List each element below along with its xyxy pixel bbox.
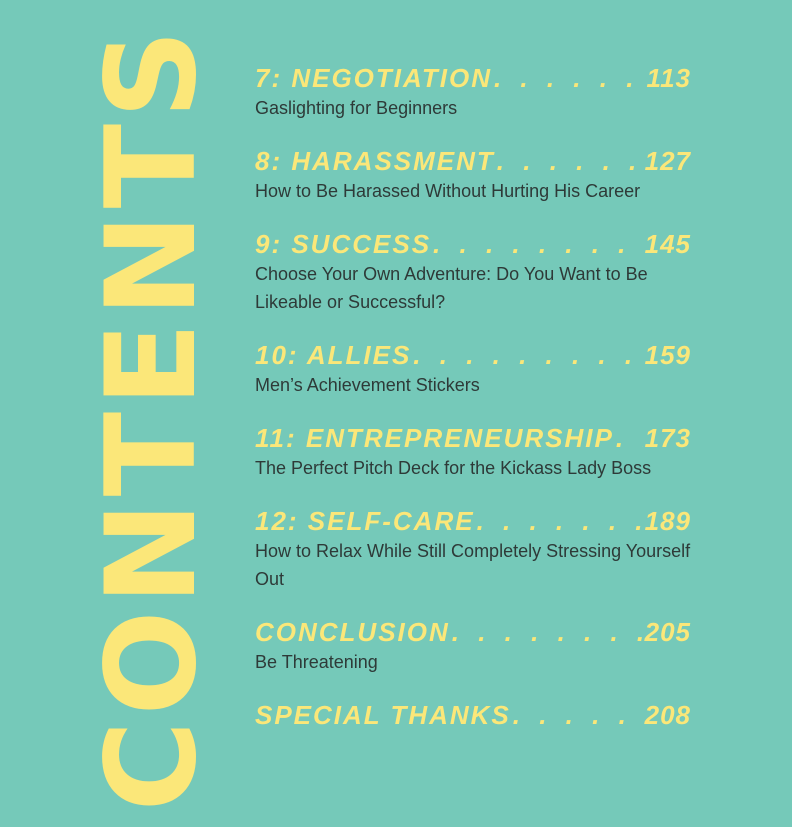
contents-title: CONTENTS bbox=[80, 24, 224, 812]
toc-heading-row bbox=[255, 423, 691, 453]
toc-heading-row bbox=[255, 506, 691, 536]
toc-entry-success bbox=[255, 229, 691, 316]
chapter-title: SPECIAL THANKS bbox=[255, 700, 511, 730]
chapter-title: 9: SUCCESS bbox=[255, 229, 432, 259]
chapter-subtitle: Choose Your Own Adventure: Do You Want to Be Likeable or Successful? bbox=[255, 264, 648, 312]
dot-leader bbox=[477, 506, 643, 536]
chapter-subtitle: How to Relax While Still Completely Stressing Yourself Out bbox=[255, 541, 691, 589]
toc-heading-row bbox=[255, 146, 691, 176]
page-number: 189 bbox=[644, 506, 691, 536]
page-number: 127 bbox=[644, 146, 691, 176]
chapter-subtitle: Gaslighting for Beginners bbox=[255, 98, 458, 118]
chapter-title: 12: SELF-CARE bbox=[255, 506, 475, 536]
toc-entry-self-care bbox=[255, 506, 691, 593]
chapter-subtitle: Be Threatening bbox=[255, 652, 378, 672]
dot-leader bbox=[433, 229, 643, 259]
toc-entry-harassment bbox=[255, 146, 691, 205]
toc-entry-special-thanks bbox=[255, 700, 691, 730]
toc-heading-row bbox=[255, 63, 691, 93]
page-number: 145 bbox=[644, 229, 691, 259]
chapter-title: 8: HARASSMENT bbox=[255, 146, 495, 176]
toc-entry-entrepreneurship bbox=[255, 423, 691, 482]
dot-leader bbox=[413, 340, 642, 370]
toc-heading-row bbox=[255, 229, 691, 259]
dot-leader bbox=[497, 146, 643, 176]
chapter-subtitle: The Perfect Pitch Deck for the Kickass Lady Boss bbox=[255, 458, 652, 478]
toc-entry-conclusion bbox=[255, 617, 691, 676]
dot-leader bbox=[494, 63, 645, 93]
toc-heading-row bbox=[255, 700, 691, 730]
chapter-title: 7: NEGOTIATION bbox=[255, 63, 492, 93]
toc-heading-row bbox=[255, 340, 691, 370]
toc-entry-negotiation bbox=[255, 63, 691, 122]
dot-leader bbox=[513, 700, 643, 730]
page-number: 205 bbox=[644, 617, 691, 647]
chapter-subtitle: How to Be Harassed Without Hurting His Career bbox=[255, 181, 641, 201]
page-number: 173 bbox=[644, 423, 691, 453]
chapter-title: CONCLUSION bbox=[255, 617, 450, 647]
chapter-title: 10: ALLIES bbox=[255, 340, 412, 370]
chapter-subtitle: Men’s Achievement Stickers bbox=[255, 375, 480, 395]
dot-leader bbox=[452, 617, 643, 647]
page-number: 113 bbox=[646, 63, 691, 93]
page-number: 159 bbox=[644, 340, 691, 370]
toc-entry-allies bbox=[255, 340, 691, 399]
dot-leader bbox=[616, 423, 643, 453]
toc-heading-row bbox=[255, 617, 691, 647]
chapter-title: 11: ENTREPRENEURSHIP bbox=[255, 423, 614, 453]
page-number: 208 bbox=[644, 700, 691, 730]
